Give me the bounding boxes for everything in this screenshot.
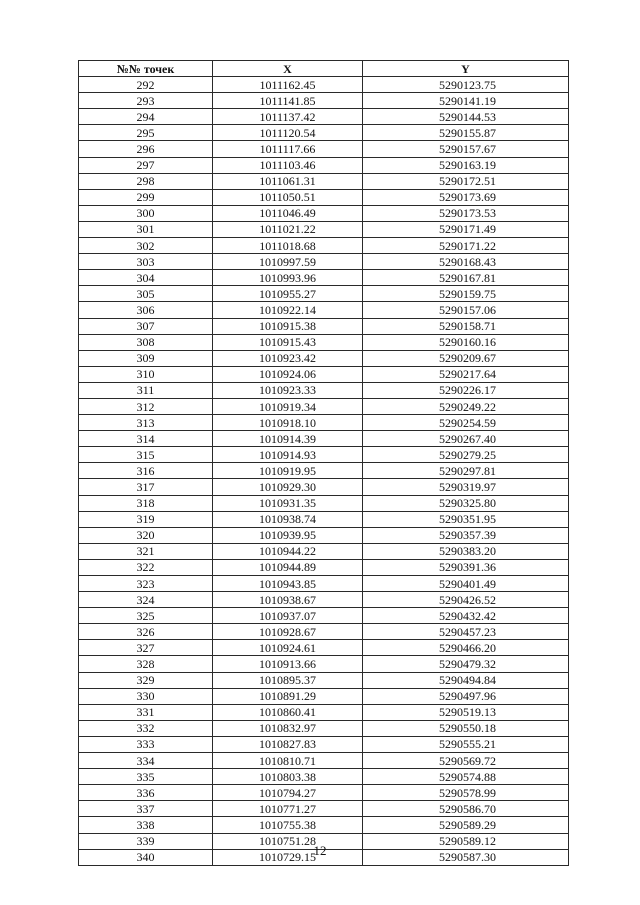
y-coordinate-cell: 5290494.84 (363, 672, 569, 688)
y-coordinate-cell: 5290249.22 (363, 398, 569, 414)
point-number-cell: 311 (79, 382, 213, 398)
table-header (79, 61, 569, 77)
point-number-cell: 337 (79, 801, 213, 817)
table-row (79, 785, 569, 801)
point-number-cell: 305 (79, 286, 213, 302)
y-coordinate-cell: 5290357.39 (363, 527, 569, 543)
y-coordinate-cell: 5290426.52 (363, 592, 569, 608)
point-number-cell: 296 (79, 141, 213, 157)
point-number-cell: 323 (79, 576, 213, 592)
table-row (79, 173, 569, 189)
x-coordinate-cell: 1010938.67 (213, 592, 363, 608)
table-row (79, 736, 569, 752)
table-row (79, 479, 569, 495)
table-row (79, 318, 569, 334)
y-coordinate-cell: 5290325.80 (363, 495, 569, 511)
y-coordinate-cell: 5290157.67 (363, 141, 569, 157)
y-coordinate-cell: 5290168.43 (363, 254, 569, 270)
point-number-cell: 324 (79, 592, 213, 608)
table-row (79, 221, 569, 237)
x-coordinate-cell: 1010944.22 (213, 543, 363, 559)
point-number-cell: 329 (79, 672, 213, 688)
y-coordinate-cell: 5290171.49 (363, 221, 569, 237)
point-number-cell: 339 (79, 833, 213, 849)
point-number-cell: 302 (79, 238, 213, 254)
x-coordinate-cell: 1010860.41 (213, 704, 363, 720)
point-number-cell: 338 (79, 817, 213, 833)
y-coordinate-cell: 5290209.67 (363, 350, 569, 366)
y-coordinate-cell: 5290457.23 (363, 624, 569, 640)
point-number-cell: 318 (79, 495, 213, 511)
header-x: X (213, 61, 363, 77)
x-coordinate-cell: 1010943.85 (213, 576, 363, 592)
x-coordinate-cell: 1010832.97 (213, 720, 363, 736)
table-row (79, 559, 569, 575)
y-coordinate-cell: 5290383.20 (363, 543, 569, 559)
table-row (79, 672, 569, 688)
y-coordinate-cell: 5290173.69 (363, 189, 569, 205)
x-coordinate-cell: 1010993.96 (213, 270, 363, 286)
y-coordinate-cell: 5290267.40 (363, 431, 569, 447)
y-coordinate-cell: 5290171.22 (363, 238, 569, 254)
table-row (79, 366, 569, 382)
y-coordinate-cell: 5290586.70 (363, 801, 569, 817)
x-coordinate-cell: 1010914.39 (213, 431, 363, 447)
y-coordinate-cell: 5290578.99 (363, 785, 569, 801)
table-row (79, 238, 569, 254)
table-row (79, 109, 569, 125)
x-coordinate-cell: 1011061.31 (213, 173, 363, 189)
y-coordinate-cell: 5290173.53 (363, 205, 569, 221)
x-coordinate-cell: 1010937.07 (213, 608, 363, 624)
table-row (79, 447, 569, 463)
point-number-cell: 334 (79, 753, 213, 769)
y-coordinate-cell: 5290589.29 (363, 817, 569, 833)
table-row (79, 608, 569, 624)
x-coordinate-cell: 1010924.06 (213, 366, 363, 382)
point-number-cell: 313 (79, 415, 213, 431)
x-coordinate-cell: 1010955.27 (213, 286, 363, 302)
y-coordinate-cell: 5290555.21 (363, 736, 569, 752)
point-number-cell: 322 (79, 559, 213, 575)
point-number-cell: 317 (79, 479, 213, 495)
x-coordinate-cell: 1010794.27 (213, 785, 363, 801)
point-number-cell: 325 (79, 608, 213, 624)
x-coordinate-cell: 1011050.51 (213, 189, 363, 205)
x-coordinate-cell: 1010914.93 (213, 447, 363, 463)
x-coordinate-cell: 1011018.68 (213, 238, 363, 254)
x-coordinate-cell: 1010827.83 (213, 736, 363, 752)
x-coordinate-cell: 1011117.66 (213, 141, 363, 157)
table-row (79, 334, 569, 350)
y-coordinate-cell: 5290587.30 (363, 849, 569, 865)
x-coordinate-cell: 1010895.37 (213, 672, 363, 688)
point-number-cell: 309 (79, 350, 213, 366)
y-coordinate-cell: 5290432.42 (363, 608, 569, 624)
table-row (79, 254, 569, 270)
table-row (79, 592, 569, 608)
y-coordinate-cell: 5290401.49 (363, 576, 569, 592)
y-coordinate-cell: 5290519.13 (363, 704, 569, 720)
table-body (79, 77, 569, 866)
point-number-cell: 335 (79, 769, 213, 785)
x-coordinate-cell: 1011021.22 (213, 221, 363, 237)
x-coordinate-cell: 1010915.43 (213, 334, 363, 350)
point-number-cell: 327 (79, 640, 213, 656)
table-row (79, 688, 569, 704)
y-coordinate-cell: 5290155.87 (363, 125, 569, 141)
point-number-cell: 295 (79, 125, 213, 141)
y-coordinate-cell: 5290158.71 (363, 318, 569, 334)
x-coordinate-cell: 1010891.29 (213, 688, 363, 704)
y-coordinate-cell: 5290172.51 (363, 173, 569, 189)
y-coordinate-cell: 5290157.06 (363, 302, 569, 318)
x-coordinate-cell: 1010771.27 (213, 801, 363, 817)
point-number-cell: 293 (79, 93, 213, 109)
point-number-cell: 314 (79, 431, 213, 447)
y-coordinate-cell: 5290497.96 (363, 688, 569, 704)
point-number-cell: 301 (79, 221, 213, 237)
point-number-cell: 331 (79, 704, 213, 720)
point-number-cell: 320 (79, 527, 213, 543)
table-row (79, 495, 569, 511)
y-coordinate-cell: 5290569.72 (363, 753, 569, 769)
x-coordinate-cell: 1010997.59 (213, 254, 363, 270)
coordinates-table (78, 60, 569, 866)
y-coordinate-cell: 5290589.12 (363, 833, 569, 849)
x-coordinate-cell: 1010755.38 (213, 817, 363, 833)
x-coordinate-cell: 1011137.42 (213, 109, 363, 125)
table-row (79, 511, 569, 527)
table-row (79, 640, 569, 656)
x-coordinate-cell: 1010810.71 (213, 753, 363, 769)
point-number-cell: 297 (79, 157, 213, 173)
table-row (79, 624, 569, 640)
x-coordinate-cell: 1010931.35 (213, 495, 363, 511)
table-row (79, 415, 569, 431)
point-number-cell: 319 (79, 511, 213, 527)
table-row (79, 205, 569, 221)
y-coordinate-cell: 5290391.36 (363, 559, 569, 575)
x-coordinate-cell: 1011046.49 (213, 205, 363, 221)
table-row (79, 656, 569, 672)
point-number-cell: 340 (79, 849, 213, 865)
table-row (79, 753, 569, 769)
table-row (79, 817, 569, 833)
y-coordinate-cell: 5290226.17 (363, 382, 569, 398)
x-coordinate-cell: 1010944.89 (213, 559, 363, 575)
x-coordinate-cell: 1010919.34 (213, 398, 363, 414)
x-coordinate-cell: 1010918.10 (213, 415, 363, 431)
table-row (79, 527, 569, 543)
table-row (79, 463, 569, 479)
point-number-cell: 336 (79, 785, 213, 801)
y-coordinate-cell: 5290319.97 (363, 479, 569, 495)
y-coordinate-cell: 5290217.64 (363, 366, 569, 382)
x-coordinate-cell: 1010915.38 (213, 318, 363, 334)
point-number-cell: 300 (79, 205, 213, 221)
table-row (79, 93, 569, 109)
point-number-cell: 310 (79, 366, 213, 382)
point-number-cell: 294 (79, 109, 213, 125)
y-coordinate-cell: 5290141.19 (363, 93, 569, 109)
table-row (79, 141, 569, 157)
x-coordinate-cell: 1010938.74 (213, 511, 363, 527)
x-coordinate-cell: 1011141.85 (213, 93, 363, 109)
point-number-cell: 298 (79, 173, 213, 189)
x-coordinate-cell: 1010939.95 (213, 527, 363, 543)
header-row (79, 61, 569, 77)
y-coordinate-cell: 5290159.75 (363, 286, 569, 302)
y-coordinate-cell: 5290123.75 (363, 77, 569, 93)
y-coordinate-cell: 5290144.53 (363, 109, 569, 125)
point-number-cell: 315 (79, 447, 213, 463)
y-coordinate-cell: 5290279.25 (363, 447, 569, 463)
table-row (79, 157, 569, 173)
table-row (79, 704, 569, 720)
table-row (79, 543, 569, 559)
y-coordinate-cell: 5290163.19 (363, 157, 569, 173)
y-coordinate-cell: 5290479.32 (363, 656, 569, 672)
table-row (79, 77, 569, 93)
table-row (79, 398, 569, 414)
x-coordinate-cell: 1010928.67 (213, 624, 363, 640)
header-y: Y (363, 61, 569, 77)
table-row (79, 720, 569, 736)
point-number-cell: 316 (79, 463, 213, 479)
y-coordinate-cell: 5290466.20 (363, 640, 569, 656)
point-number-cell: 312 (79, 398, 213, 414)
table-row (79, 125, 569, 141)
table-row (79, 350, 569, 366)
point-number-cell: 299 (79, 189, 213, 205)
point-number-cell: 326 (79, 624, 213, 640)
y-coordinate-cell: 5290574.88 (363, 769, 569, 785)
x-coordinate-cell: 1010913.66 (213, 656, 363, 672)
x-coordinate-cell: 1011103.46 (213, 157, 363, 173)
y-coordinate-cell: 5290351.95 (363, 511, 569, 527)
point-number-cell: 292 (79, 77, 213, 93)
point-number-cell: 306 (79, 302, 213, 318)
table-row (79, 431, 569, 447)
point-number-cell: 307 (79, 318, 213, 334)
table-row (79, 286, 569, 302)
table-row (79, 576, 569, 592)
table-row (79, 769, 569, 785)
x-coordinate-cell: 1010919.95 (213, 463, 363, 479)
y-coordinate-cell: 5290297.81 (363, 463, 569, 479)
x-coordinate-cell: 1010929.30 (213, 479, 363, 495)
x-coordinate-cell: 1010751.28 (213, 833, 363, 849)
table-row (79, 382, 569, 398)
x-coordinate-cell: 1010923.42 (213, 350, 363, 366)
y-coordinate-cell: 5290550.18 (363, 720, 569, 736)
page-number: 12 (313, 843, 327, 858)
point-number-cell: 303 (79, 254, 213, 270)
point-number-cell: 333 (79, 736, 213, 752)
point-number-cell: 332 (79, 720, 213, 736)
x-coordinate-cell: 1011120.54 (213, 125, 363, 141)
table-row (79, 801, 569, 817)
x-coordinate-cell: 1010729.15 (213, 849, 363, 865)
y-coordinate-cell: 5290254.59 (363, 415, 569, 431)
point-number-cell: 304 (79, 270, 213, 286)
table-row (79, 189, 569, 205)
x-coordinate-cell: 1010924.61 (213, 640, 363, 656)
x-coordinate-cell: 1011162.45 (213, 77, 363, 93)
table-row (79, 270, 569, 286)
point-number-cell: 328 (79, 656, 213, 672)
x-coordinate-cell: 1010803.38 (213, 769, 363, 785)
table-row (79, 302, 569, 318)
header-point-number: №№ точек (79, 61, 213, 77)
y-coordinate-cell: 5290167.81 (363, 270, 569, 286)
x-coordinate-cell: 1010922.14 (213, 302, 363, 318)
point-number-cell: 308 (79, 334, 213, 350)
y-coordinate-cell: 5290160.16 (363, 334, 569, 350)
point-number-cell: 330 (79, 688, 213, 704)
x-coordinate-cell: 1010923.33 (213, 382, 363, 398)
point-number-cell: 321 (79, 543, 213, 559)
